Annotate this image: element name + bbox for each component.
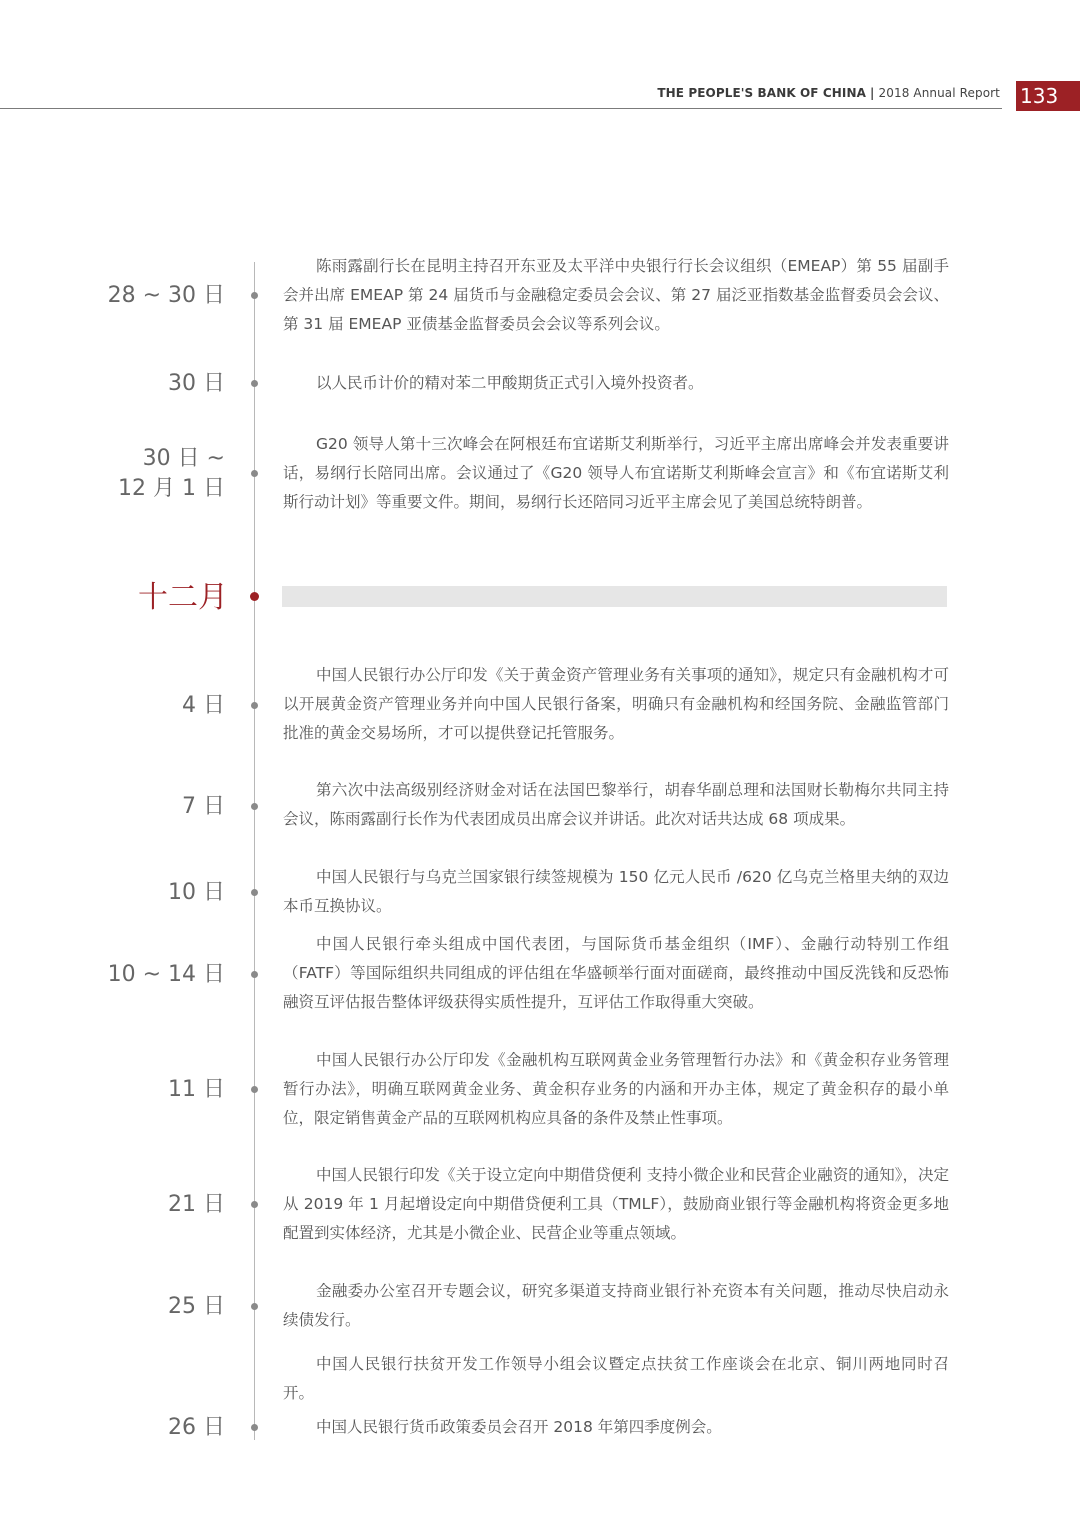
timeline-entry xyxy=(283,430,949,518)
timeline-entry xyxy=(283,1350,949,1408)
timeline-dot xyxy=(251,1424,258,1431)
timeline-date: 28 ~ 30 日 xyxy=(107,283,225,308)
timeline-entry xyxy=(283,863,949,921)
timeline-dot xyxy=(251,1303,258,1310)
entry-text: 第六次中法高级别经济财金对话在法国巴黎举行，胡春华副总理和法国财长勒梅尔共同主持会议，陈雨露副行长作为代表团成员出席会议并讲话。此次对话共达成 68 项成果。 xyxy=(283,781,949,829)
timeline-date: 21 日 xyxy=(168,1192,225,1217)
running-header xyxy=(657,86,1000,100)
timeline-date: 10 ~ 14 日 xyxy=(107,962,225,987)
entry-text: 中国人民银行办公厅印发《金融机构互联网黄金业务管理暂行办法》和《黄金积存业务管理暂行办法》，明确互联网黄金业务、黄金积存业务的内涵和开办主体，规定了黄金积存的最小单位，限定销售黄金产品的互联网机构应具备的条件及禁止性事项。 xyxy=(283,1051,949,1128)
entry-text: 金融委办公室召开专题会议，研究多渠道支持商业银行补充资本有关问题，推动尽快启动永续债发行。 xyxy=(283,1282,949,1330)
timeline-entry xyxy=(283,1277,949,1335)
timeline-date: 11 日 xyxy=(168,1077,225,1102)
timeline-dot xyxy=(251,803,258,810)
timeline-date: 25 日 xyxy=(168,1294,225,1319)
timeline-dot xyxy=(251,470,258,477)
timeline-date: 7 日 xyxy=(182,794,225,819)
entry-text: 中国人民银行与乌克兰国家银行续签规模为 150 亿元人民币 /620 亿乌克兰格里夫纳的双边本币互换协议。 xyxy=(283,868,949,916)
timeline-line xyxy=(254,262,255,1440)
entry-text: 陈雨露副行长在昆明主持召开东亚及太平洋中央银行行长会议组织（EMEAP）第 55 届副手会并出席 EMEAP 第 24 届货币与金融稳定委员会会议、第 27 届泛亚指数基金监督委员会会议、第 31 届 EMEAP 亚债基金监督委员会会议等系列会议。 xyxy=(283,257,949,334)
page-number: 133 xyxy=(1016,81,1080,111)
timeline-entry xyxy=(283,369,949,398)
timeline-entry xyxy=(283,776,949,834)
timeline-entry xyxy=(283,1046,949,1134)
timeline-dot xyxy=(251,1086,258,1093)
timeline-dot xyxy=(251,889,258,896)
month-heading: 十二月 xyxy=(138,580,228,615)
timeline-dot xyxy=(251,971,258,978)
timeline-entry xyxy=(283,1413,949,1442)
timeline-date: 26 日 xyxy=(168,1415,225,1440)
timeline-dot xyxy=(251,292,258,299)
timeline-date: 30 日 ~ xyxy=(142,446,225,471)
entry-text: 中国人民银行印发《关于设立定向中期借贷便利 支持小微企业和民营企业融资的通知》，决定从 2019 年 1 月起增设定向中期借贷便利工具（TMLF），鼓励商业银行等金融机构将资金更多地配置到实体经济，尤其是小微企业、民营企业等重点领域。 xyxy=(283,1166,949,1243)
entry-text: 中国人民银行牵头组成中国代表团，与国际货币基金组织（IMF）、金融行动特别工作组（FATF）等国际组织共同组成的评估组在华盛顿举行面对面磋商，最终推动中国反洗钱和反恐怖融资互评估报告整体评级获得实质性提升，互评估工作取得重大突破。 xyxy=(283,935,949,1012)
timeline-dot xyxy=(251,1201,258,1208)
month-divider-bar xyxy=(282,586,947,607)
timeline-date: 4 日 xyxy=(182,693,225,718)
month-dot xyxy=(250,592,259,601)
header-rule xyxy=(0,108,1002,109)
timeline-entry xyxy=(283,661,949,749)
entry-text: 中国人民银行货币政策委员会召开 2018 年第四季度例会。 xyxy=(316,1418,722,1436)
header-bank-name: THE PEOPLE'S BANK OF CHINA xyxy=(657,86,867,100)
timeline-entry xyxy=(283,1161,949,1249)
timeline-date: 10 日 xyxy=(168,880,225,905)
timeline-dot xyxy=(251,380,258,387)
entry-text: 以人民币计价的精对苯二甲酸期货正式引入境外投资者。 xyxy=(316,374,704,392)
entry-text: 中国人民银行扶贫开发工作领导小组会议暨定点扶贫工作座谈会在北京、铜川两地同时召开。 xyxy=(283,1355,949,1403)
entry-text: G20 领导人第十三次峰会在阿根廷布宜诺斯艾利斯举行，习近平主席出席峰会并发表重要讲话，易纲行长陪同出席。会议通过了《G20 领导人布宜诺斯艾利斯峰会宣言》和《布宜诺斯艾利斯行动计划》等重要文件。期间，易纲行长还陪同习近平主席会见了美国总统特朗普。 xyxy=(283,435,949,512)
timeline-date: 12 月 1 日 xyxy=(118,476,225,501)
timeline-date: 30 日 xyxy=(168,371,225,396)
header-separator: | xyxy=(870,86,875,100)
timeline-dot xyxy=(251,702,258,709)
entry-text: 中国人民银行办公厅印发《关于黄金资产管理业务有关事项的通知》，规定只有金融机构才可以开展黄金资产管理业务并向中国人民银行备案，明确只有金融机构和经国务院、金融监管部门批准的黄金交易场所，才可以提供登记托管服务。 xyxy=(283,666,949,743)
header-report-title: 2018 Annual Report xyxy=(878,86,1000,100)
timeline-entry xyxy=(283,252,949,340)
timeline-entry xyxy=(283,930,949,1018)
